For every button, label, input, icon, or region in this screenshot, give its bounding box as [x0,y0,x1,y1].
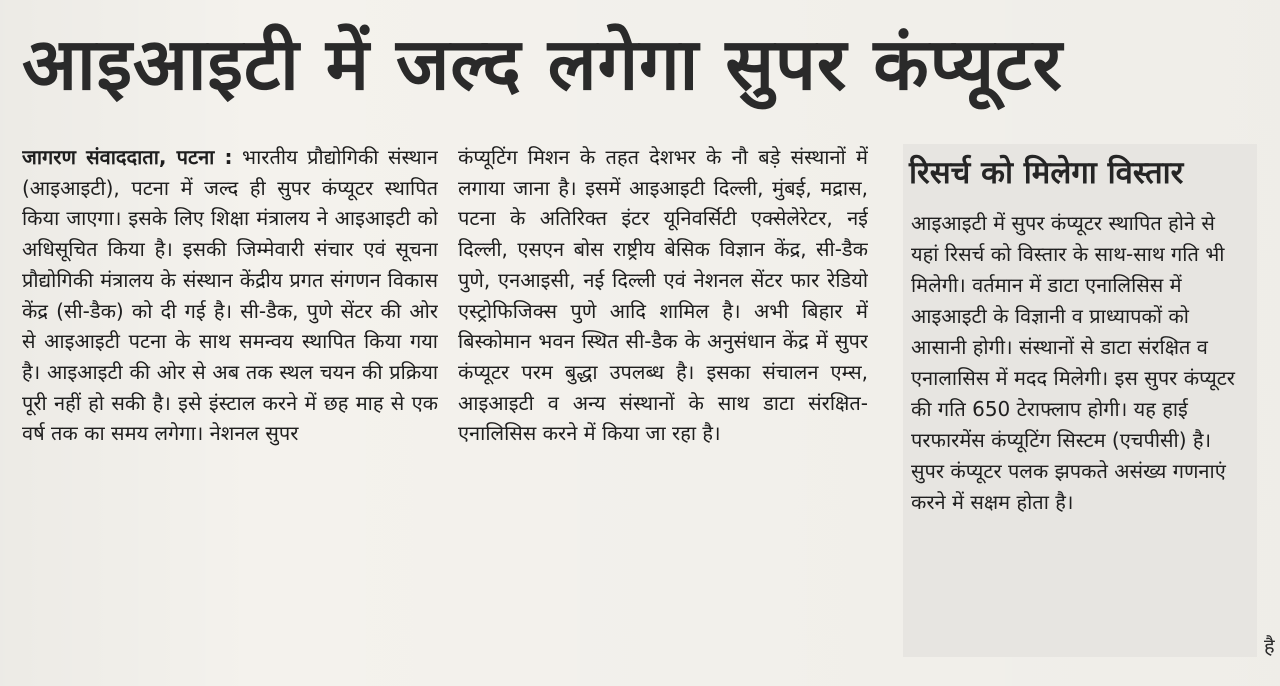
sidebar-box [903,144,1257,657]
article-column-1 [22,142,438,667]
edge-fragment: है [1264,634,1275,658]
column-1-text: भारतीय प्रौद्योगिकी संस्थान (आइआइटी), पटना में जल्द ही सुपर कंप्यूटर स्थापित किया जाएगा। इसके लिए शिक्षा मंत्रालय ने आइआइटी को अधिसूचित किया है। इसकी जिम्मेवारी संचार एवं सूचना प्रौद्योगिकी मंत्रालय के संस्थान केंद्रीय प्रगत संगणन विकास केंद्र (सी-डैक) को दी गई है। सी-डैक, पुणे सेंटर की ओर से आइआइटी पटना के साथ समन्वय स्थापित किया गया है। आइआइटी की ओर से अब तक स्थल चयन की प्रक्रिया पूरी नहीं हो सकी है। इसे इंस्टाल करने में छह माह से एक वर्ष तक का समय लगेगा। नेशनल सुपर [22,145,438,446]
byline: जागरण संवाददाता, पटना : [22,145,233,169]
article-column-2 [458,142,868,667]
column-2-text: कंप्यूटिंग मिशन के तहत देशभर के नौ बड़े संस्थानों में लगाया जाना है। इसमें आइआइटी दिल्ली, मुंबई, मद्रास, पटना के अतिरिक्त इंटर यूनिवर्सिटी एक्सेलेरेटर, नई दिल्ली, एसएन बोस राष्ट्रीय बेसिक विज्ञान केंद्र, सी-डैक पुणे, एनआइसी, नई दिल्ली एवं नेशनल सेंटर फार रेडियो एस्ट्रोफिजिक्स पुणे आदि शामिल है। अभी बिहार में बिस्कोमान भवन स्थित सी-डैक के अनुसंधान केंद्र में सुपर कंप्यूटर परम बुद्धा उपलब्ध है। इसका संचालन एम्स, आइआइटी व अन्य संस्थानों के साथ डाटा संरक्षित-एनालिसिस करने में किया जा रहा है। [458,145,868,446]
sidebar-text: आइआइटी में सुपर कंप्यूटर स्थापित होने से यहां रिसर्च को विस्तार के साथ-साथ गति भी मिलेगी। वर्तमान में डाटा एनालिसिस में आइआइटी के विज्ञानी व प्राध्यापकों को आसानी होगी। संस्थानों से डाटा संरक्षित व एनालासिस में मदद मिलेगी। इस सुपर कंप्यूटर की गति 650 टेराफ्लाप होगी। यह हाई परफारमेंस कंप्यूटिंग सिस्टम (एचपीसी) है। सुपर कंप्यूटर पलक झपकते असंख्य गणनाएं करने में सक्षम होता है। [911,211,1235,514]
column-1-paragraph [22,142,438,449]
sidebar-title: रिसर्च को मिलेगा विस्तार [909,155,1184,191]
headline: आइआइटी में जल्द लगेगा सुपर कंप्यूटर [22,22,1063,106]
